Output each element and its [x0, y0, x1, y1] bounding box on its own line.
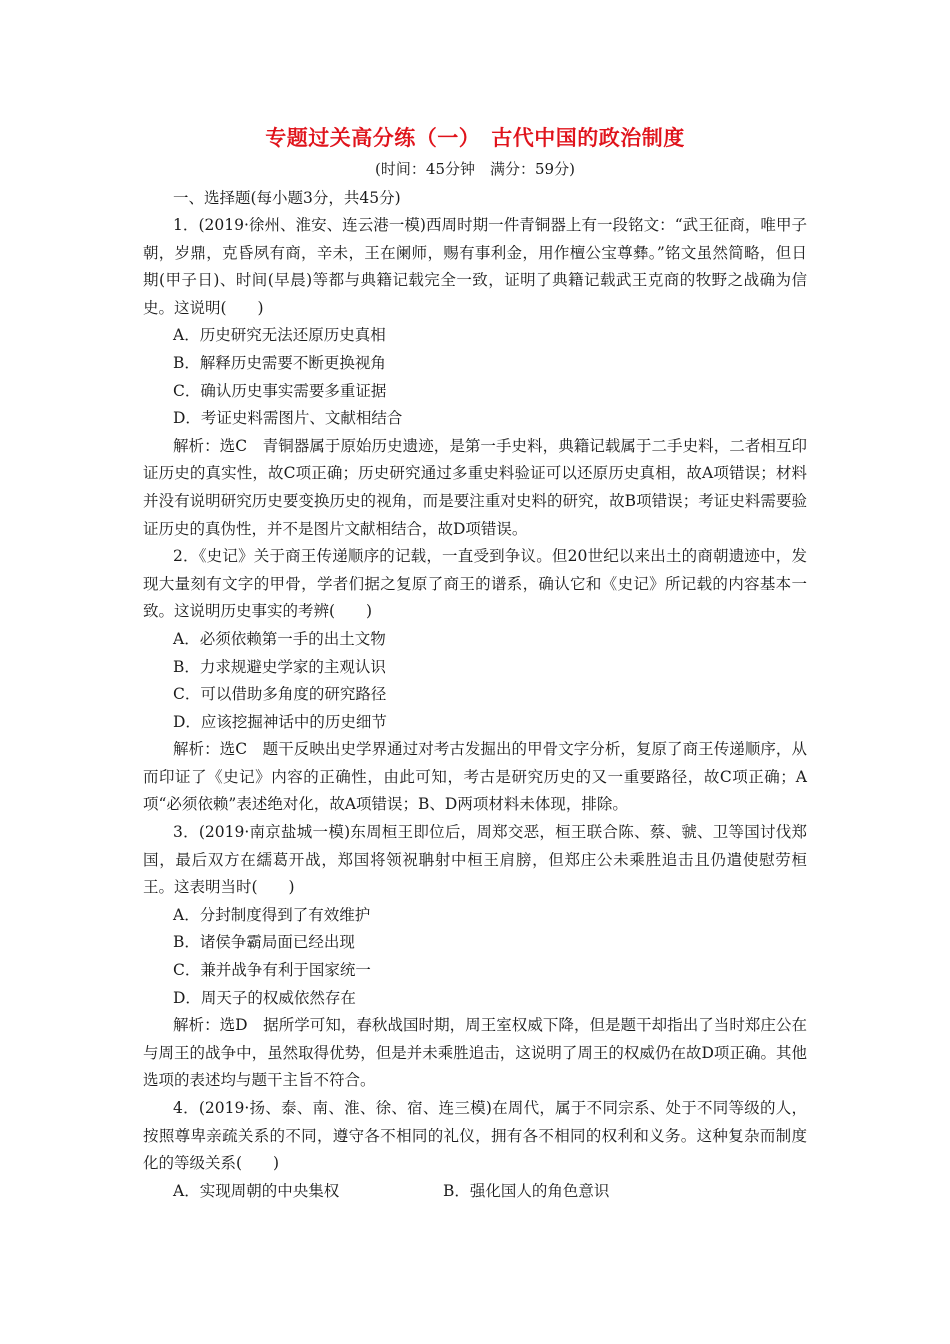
option-a: A．实现周朝的中央集权 — [173, 1181, 340, 1200]
question-stem: 2．《史记》关于商王传递顺序的记载，一直受到争议。但20世纪以来出土的商朝遗迹中，发现大量刻有文字的甲骨，学者们据之复原了商王的谱系，确认它和《史记》所记载的内容基本一致。这说明历史事实的考辨( ) — [143, 547, 807, 621]
option-b: B．诸侯争霸局面已经出现 — [173, 933, 355, 952]
question-stem: 3．(2019·南京盐城一模)东周桓王即位后，周郑交恶，桓王联合陈、蔡、虢、卫等国讨伐郑国，最后双方在繻葛开战，郑国将领祝聃射中桓王肩膀，但郑庄公未乘胜追击且仍遣使慰劳桓王。这表明当时( ) — [143, 823, 807, 897]
options-row — [143, 1178, 807, 1206]
answer-analysis: 解析：选D 据所学可知，春秋战国时期，周王室权威下降，但是题干却指出了当时郑庄公在与周王的战争中，虽然取得优势，但是并未乘胜追击，这说明了周王的权威仍在故D项正确。其他选项的表述均与题干主旨不符合。 — [143, 1016, 807, 1090]
option-c: C．可以借助多角度的研究路径 — [173, 685, 387, 704]
exam-info: (时间：45分钟 满分：59分) — [375, 160, 575, 178]
section-heading: 一、选择题(每小题3分，共45分) — [173, 189, 401, 207]
option-d: D．考证史料需图片、文献相结合 — [173, 409, 403, 428]
option-c: C．兼并战争有利于国家统一 — [173, 961, 371, 980]
option-d: D．应该挖掘神话中的历史细节 — [173, 712, 387, 731]
option-a: A．分封制度得到了有效维护 — [173, 905, 371, 924]
page-title: 专题过关高分练（一） 古代中国的政治制度 — [265, 126, 685, 150]
answer-analysis: 解析：选C 题干反映出史学界通过对考古发掘出的甲骨文字分析，复原了商王传递顺序，从而印证了《史记》内容的正确性，由此可知，考古是研究历史的又一重要路径，故C项正确；A项“必须依赖”表述绝对化，故A项错误；B、D两项材料未体现，排除。 — [143, 740, 807, 814]
question-stem: 4．(2019·扬、泰、南、淮、徐、宿、连三模)在周代，属于不同宗系、处于不同等级的人，按照尊卑亲疏关系的不同，遵守各不相同的礼仪，拥有各不相同的权利和义务。这种复杂而制度化的等级关系( ) — [143, 1099, 807, 1173]
option-a: A．历史研究无法还原历史真相 — [173, 326, 386, 345]
answer-analysis: 解析：选C 青铜器属于原始历史遗迹，是第一手史料，典籍记载属于二手史料，二者相互印证历史的真实性，故C项正确；历史研究通过多重史料验证可以还原历史真相，故A项错误；材料并没有说明研究历史要变换历史的视角，而是要注重对史料的研究，故B项错误；考证史料需要验证历史的真伪性，并不是图片文献相结合，故D项错误。 — [143, 436, 807, 538]
option-b: B．力求规避史学家的主观认识 — [173, 657, 386, 676]
option-c: C．确认历史事实需要多重证据 — [173, 381, 387, 400]
questions-content — [143, 212, 807, 1205]
option-b: B．解释历史需要不断更换视角 — [173, 353, 386, 372]
option-d: D．周天子的权威依然存在 — [173, 988, 356, 1007]
option-a: A．必须依赖第一手的出土文物 — [173, 629, 386, 648]
option-b: B．强化国人的角色意识 — [443, 1181, 610, 1200]
question-stem: 1．(2019·徐州、淮安、连云港一模)西周时期一件青铜器上有一段铭文：“武王征商，唯甲子朝，岁鼎，克昏夙有商，辛未，王在阑师，赐有事利金，用作檀公宝尊彝。”铭文虽然简略，但日期(甲子日)、时间(早晨)等都与典籍记载完全一致，证明了典籍记载武王克商的牧野之战确为信史。这说明( ) — [143, 216, 807, 317]
